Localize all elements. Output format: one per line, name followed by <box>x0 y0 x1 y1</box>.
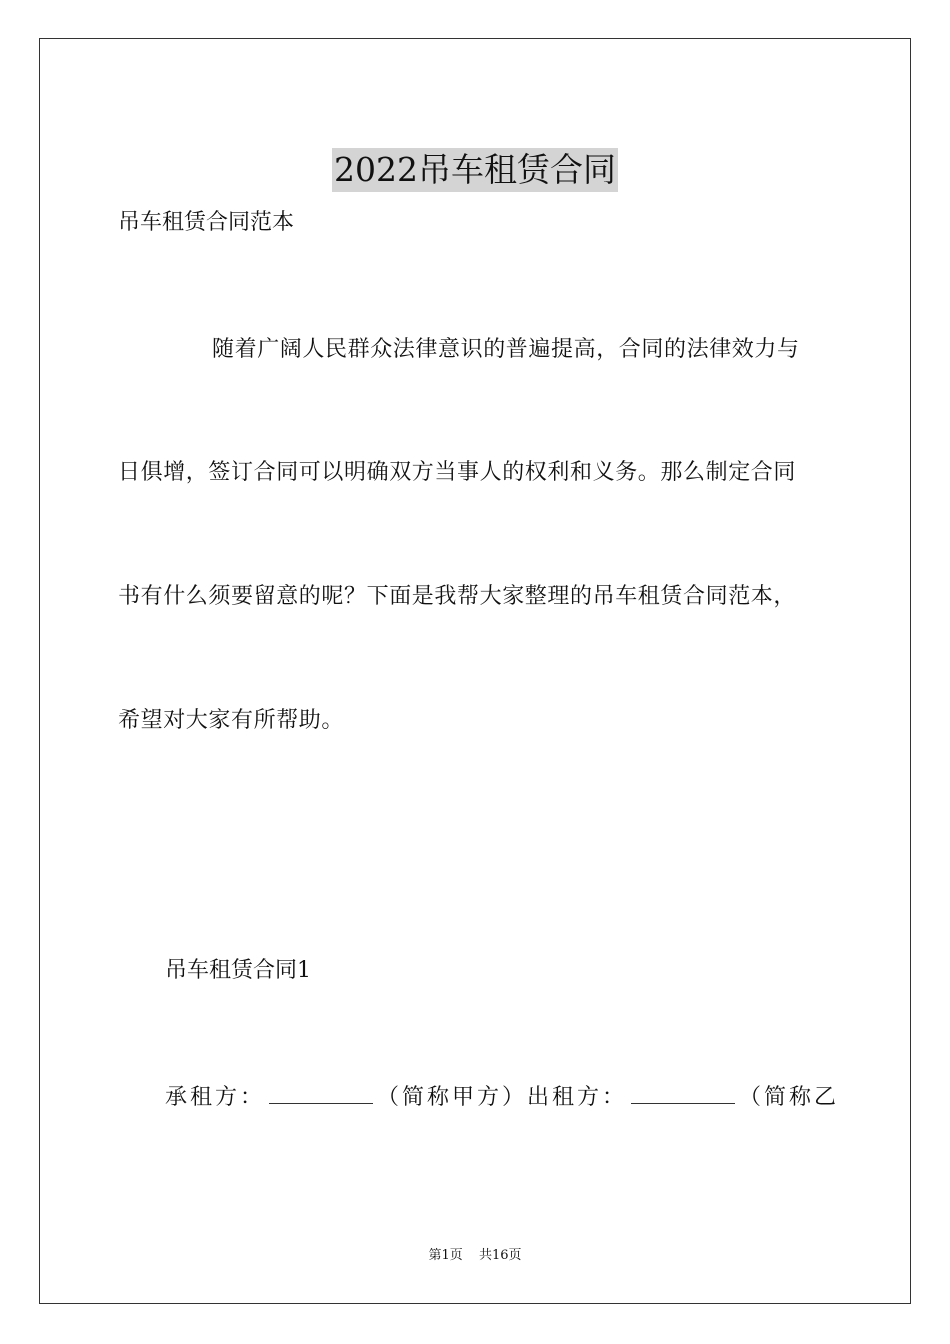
section-heading: 吊车租赁合同1 <box>165 958 311 983</box>
intro-line-1: 随着广阔人民群众法律意识的普遍提高，合同的法律效力与 <box>212 337 800 362</box>
page-footer <box>0 1247 950 1265</box>
page-total: 共16页 <box>478 1248 522 1263</box>
lessee-blank <box>269 1081 373 1104</box>
lessor-blank <box>631 1081 735 1104</box>
lessor-note: （简称乙 <box>739 1085 840 1110</box>
title-container <box>0 126 950 214</box>
intro-line-4: 希望对大家有所帮助。 <box>118 708 345 733</box>
document-subtitle: 吊车租赁合同范本 <box>118 210 295 235</box>
document-title: 2022吊车租赁合同 <box>332 148 618 192</box>
page-current: 第1页 <box>428 1248 463 1263</box>
intro-line-3: 书有什么须要留意的呢？下面是我帮大家整理的吊车租赁合同范本， <box>118 584 797 609</box>
lessor-label: 出租方： <box>527 1085 628 1110</box>
lessee-note: （简称甲方） <box>377 1085 528 1110</box>
lessee-label: 承租方： <box>165 1085 266 1110</box>
party-line <box>165 1081 839 1113</box>
intro-line-2: 日俱增，签订合同可以明确双方当事人的权利和义务。那么制定合同 <box>118 460 797 485</box>
